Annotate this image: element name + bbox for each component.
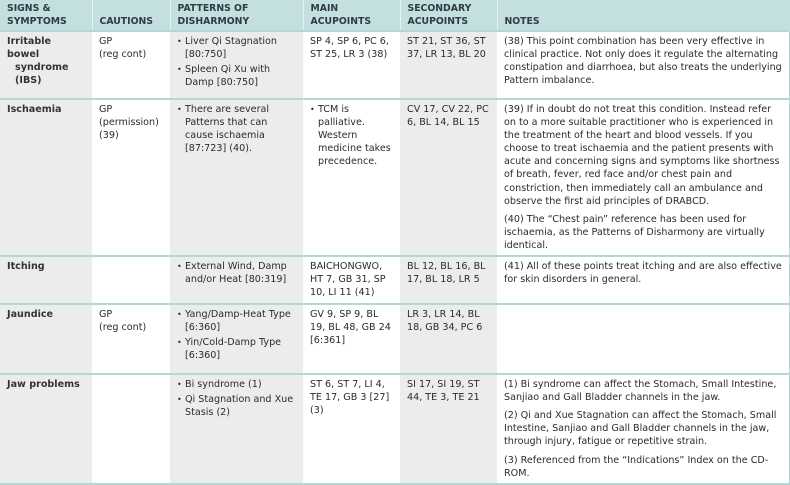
pattern-item: • Liver Qi Stagnation [80:750]	[177, 35, 297, 61]
caution-text: (permission)	[99, 117, 159, 129]
note-text: (41) All of these points treat itching and are also effective for skin disorders in general.	[504, 261, 782, 286]
cautions-cell	[92, 31, 170, 99]
pattern-item: • Yin/Cold-Damp Type [6:360]	[177, 336, 297, 362]
patterns-cell	[170, 31, 303, 99]
caution-text: (reg cont)	[99, 322, 147, 334]
pattern-item: • There are several Patterns that can cause ischaemia [87:723] (40).	[177, 103, 297, 155]
cautions-cell	[92, 256, 170, 304]
header-secondary-acupoints	[400, 0, 497, 31]
patterns-list	[177, 103, 297, 155]
note-text: (38) This point combination has been very effective in clinical practice. Not only does it regulate the alternating constipation and diarrhoea, but also treats the underlying Pattern imbalance.	[504, 36, 782, 87]
header-secondary-line2: ACUPOINTS	[407, 15, 469, 27]
notes-cell	[497, 304, 790, 374]
patterns-list	[177, 378, 297, 419]
note-text: (3) Referenced from the “Indications” Index on the CD-ROM.	[504, 454, 769, 479]
header-patterns	[170, 0, 303, 31]
cautions-cell	[92, 304, 170, 374]
pattern-item: • Yang/Damp-Heat Type [6:360]	[177, 308, 297, 334]
notes-cell	[497, 374, 790, 484]
cautions-cell	[92, 374, 170, 484]
note-text: (40) The “Chest pain” reference has been used for ischaemia, as the Patterns of Disharmony are virtually identical.	[504, 213, 765, 251]
notes-cell	[497, 256, 790, 304]
secondary-acupoints-cell: ST 21, ST 36, ST 37, LR 13, BL 20	[400, 31, 497, 99]
note-text: (39) If in doubt do not treat this condition. Instead refer on to a more suitable practitioner who is experienced in the treatment of the heart and blood vessels. If you choose to treat ischaemia and the patient presents with acute and concerning signs and symptoms like shortness of breath, fever, red face and/or chest pain and constriction, then immediately call an ambulance and observe the first aid principles of DRABCD.	[504, 104, 780, 207]
header-signs-line1: SIGNS &	[7, 3, 51, 15]
pattern-item: • Bi syndrome (1)	[177, 378, 297, 391]
caution-text: (39)	[99, 130, 119, 142]
secondary-acupoints-cell: LR 3, LR 14, BL 18, GB 34, PC 6	[400, 304, 497, 374]
patterns-list	[177, 308, 297, 362]
main-acupoints-cell: ST 6, ST 7, LI 4, TE 17, GB 3 [27] (3)	[303, 374, 400, 484]
patterns-list	[177, 35, 297, 89]
table-row-jaw-problems	[0, 374, 790, 484]
caution-text: GP	[99, 104, 113, 115]
header-cautions: CAUTIONS	[92, 0, 170, 31]
patterns-list	[177, 260, 297, 286]
patterns-cell	[170, 374, 303, 484]
header-notes: NOTES	[497, 0, 790, 31]
table-row-jaundice	[0, 304, 790, 374]
pattern-item: • External Wind, Damp and/or Heat [80:319]	[177, 260, 297, 286]
header-main-line2: ACUPOINTS	[310, 15, 372, 27]
header-secondary-line1: SECONDARY	[407, 3, 472, 15]
note-text: (1) Bi syndrome can affect the Stomach, Small Intestine, Sanjiao and Gall Bladder channels in the jaw.	[504, 379, 777, 404]
patterns-cell	[170, 256, 303, 304]
symptom-cell	[0, 256, 92, 304]
header-patterns-line1: PATTERNS OF	[177, 3, 249, 15]
patterns-cell	[170, 99, 303, 256]
patterns-cell	[170, 304, 303, 374]
main-acupoints-cell: SP 4, SP 6, PC 6, ST 25, LR 3 (38)	[303, 31, 400, 99]
main-acupoints-cell	[303, 99, 400, 256]
main-acupoint-note: • TCM is palliative. Western medicine takes precedence.	[310, 103, 394, 168]
header-signs-line2: SYMPTOMS	[7, 15, 67, 27]
notes-cell	[497, 31, 790, 99]
note-text: (2) Qi and Xue Stagnation can affect the Stomach, Small Intestine, Sanjiao and Gall Bladder channels in the jaw, through injury, fatigue or repetitive strain.	[504, 410, 777, 448]
symptom-name: Irritable bowel	[7, 36, 52, 61]
main-acupoints-cell: BAICHONGWO, HT 7, GB 31, SP 10, LI 11 (41)	[303, 256, 400, 304]
secondary-acupoints-cell: BL 12, BL 16, BL 17, BL 18, LR 5	[400, 256, 497, 304]
caution-text: (reg cont)	[99, 49, 147, 61]
pattern-item: • Qi Stagnation and Xue Stasis (2)	[177, 393, 297, 419]
table-row-ibs	[0, 31, 790, 99]
symptom-name: Ischaemia	[7, 104, 62, 115]
secondary-acupoints-cell: SI 17, SI 19, ST 44, TE 3, TE 21	[400, 374, 497, 484]
header-signs-symptoms	[0, 0, 92, 31]
symptom-cell	[0, 304, 92, 374]
table-row-itching	[0, 256, 790, 304]
pattern-item: • Spleen Qi Xu with Damp [80:750]	[177, 63, 297, 89]
notes-cell	[497, 99, 790, 256]
main-acupoints-list	[310, 103, 394, 168]
symptom-name: Itching	[7, 261, 45, 273]
symptom-name-cont: (IBS)	[15, 75, 42, 87]
secondary-acupoints-cell: CV 17, CV 22, PC 6, BL 14, BL 15	[400, 99, 497, 256]
header-main-acupoints	[303, 0, 400, 31]
symptom-cell	[0, 31, 92, 99]
symptom-cell	[0, 99, 92, 256]
symptom-name-cont: syndrome	[15, 62, 69, 74]
main-acupoints-cell: GV 9, SP 9, BL 19, BL 48, GB 24 [6:361]	[303, 304, 400, 374]
caution-text: GP	[99, 36, 113, 47]
header-patterns-line2: DISHARMONY	[177, 15, 250, 27]
table-row-ischaemia	[0, 99, 790, 256]
symptom-cell	[0, 374, 92, 484]
symptom-name: Jaw problems	[7, 379, 80, 391]
header-main-line1: MAIN	[310, 3, 339, 15]
symptom-name: Jaundice	[7, 309, 54, 321]
header-row	[0, 0, 790, 31]
cautions-cell	[92, 99, 170, 256]
caution-text: GP	[99, 309, 113, 321]
